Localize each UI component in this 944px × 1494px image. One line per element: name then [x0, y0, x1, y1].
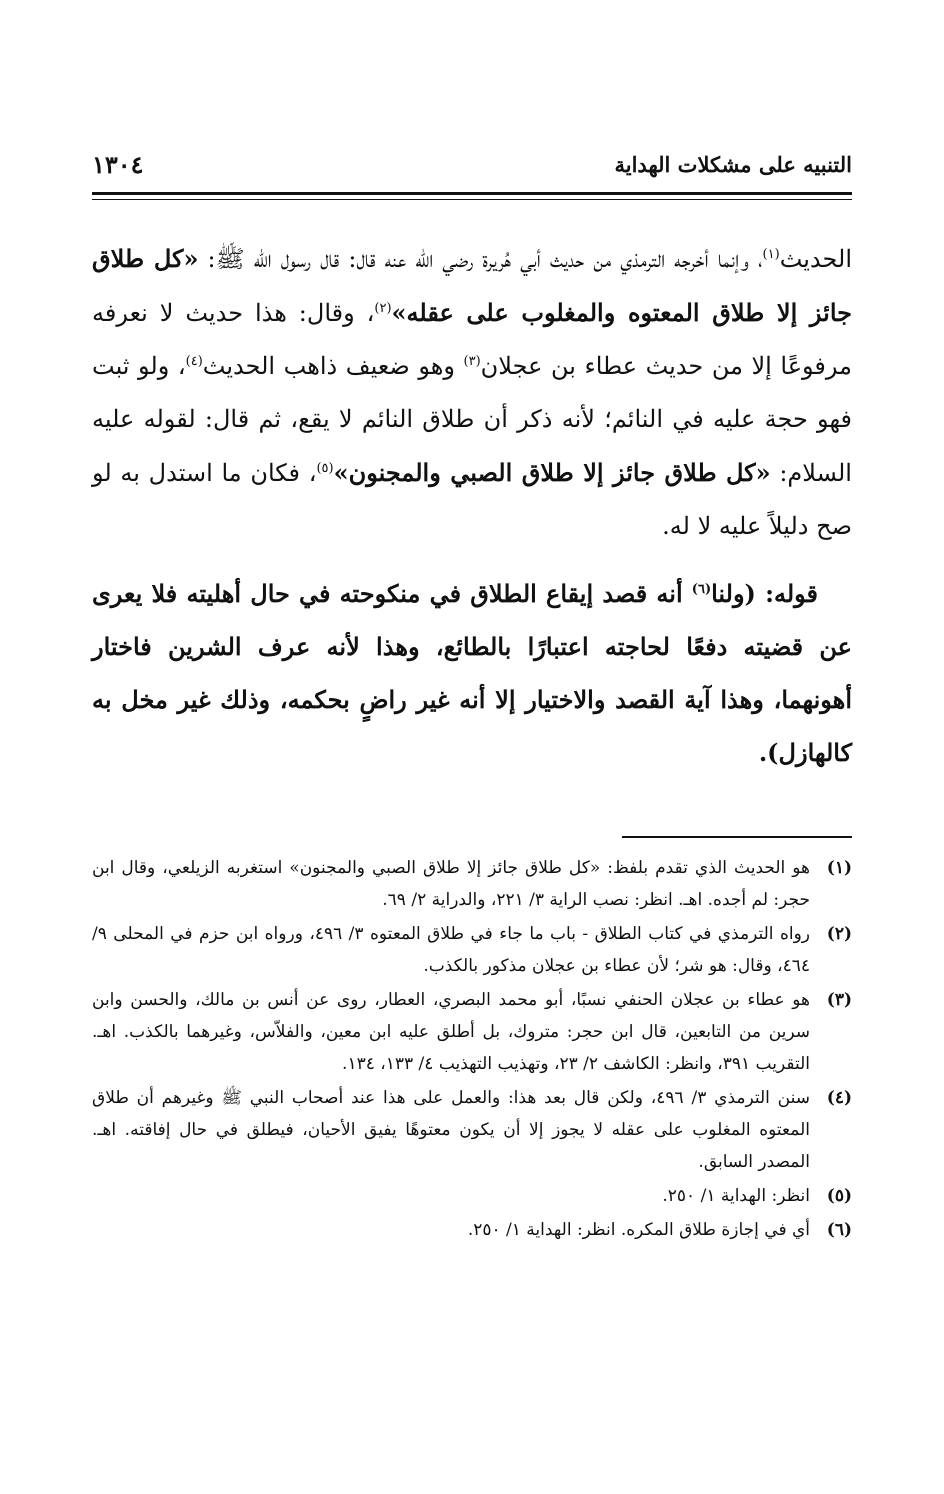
footnote — [92, 1180, 852, 1212]
footnote-marker: (٤) — [185, 354, 203, 369]
footnote-marker: (٦) — [691, 582, 712, 597]
footnote — [92, 984, 852, 1080]
running-header — [92, 150, 852, 186]
header-rule-thick — [92, 192, 852, 195]
footnote-text: هو عطاء بن عجلان الحنفي نسبًا، أبو محمد البصري، العطار، روى عن أنس بن مالك، والحسن وابن سرين من التابعين، قال ابن حجر: متروك، بل أطلق عليه ابن معين، والفلاّس، وغيرهما بالكذب. اهـ. التقريب ٣٩١، وانظر: الكاشف ٢/ ٢٣، وتهذيب التهذيب ٤/ ١٣٣، ١٣٤. — [92, 990, 810, 1074]
footnote-separator — [622, 836, 852, 838]
footnote-marker: (٥) — [316, 461, 334, 476]
footnote-text: أي في إجازة طلاق المكره. انظر: الهداية ١/ ٢٥٠. — [467, 1220, 810, 1240]
footnote — [92, 1082, 852, 1178]
footnote-number: (٤) — [826, 1088, 852, 1108]
footnote-text: سنن الترمذي ٣/ ٤٩٦، ولكن قال بعد هذا: والعمل على هذا عند أصحاب النبي ﷺ وغيرهم أن طلاق المعتوه المغلوب على عقله لا يجوز إلا أن يكون معتوهًا يفيق الأحيان، فيطلق في حال إفاقته. اهـ. المصدر السابق. — [92, 1088, 811, 1172]
footnote-marker: (١) — [762, 247, 780, 262]
footnote-number: (١) — [826, 858, 852, 878]
page-number: ١٣٠٤ — [92, 150, 144, 179]
footnote-marker: (٢) — [374, 301, 392, 316]
book-title: التنبيه على مشكلات الهداية — [614, 152, 852, 177]
footnote-number: (٥) — [826, 1186, 852, 1206]
hadith-quote: «كل طلاق جائز إلا طلاق الصبي والمجنون» — [333, 458, 771, 487]
footnote-text: انظر: الهداية ١/ ٢٥٠. — [662, 1186, 810, 1206]
footnote — [92, 1214, 852, 1246]
footnotes — [92, 852, 852, 1248]
hadith-quote: «كل طلاق جائز إلا طلاق المعتوه والمغلوب على عقله» — [92, 244, 852, 327]
footnote-text: رواه الترمذي في كتاب الطلاق - باب ما جاء في طلاق المعتوه ٣/ ٤٩٦، ورواه ابن حزم في المحلى ٩/ ٤٦٤، وقال: هو شر؛ لأن عطاء بن عجلان مذكور بالكذب. — [92, 924, 810, 976]
footnote-marker: (٣) — [463, 354, 481, 369]
footnote-number: (٦) — [826, 1220, 852, 1240]
paragraph-2: قوله: (ولنا$^{(٦)}$ أنه قصد إيقاع الطلاق في منكوحته في حال أهليته فلا يعرى عن قضيته دفعًا لحاجته اعتبارًا بالطائع، وهذا لأنه عرف الشرين فاختار أهونهما، وهذا آية القصد والاختيار إلا أنه غير راضٍ بحكمه، وذلك غير مخل به كالهازل). — [92, 579, 852, 767]
header-rule-thin — [92, 199, 852, 200]
footnote — [92, 852, 852, 916]
main-text — [92, 232, 852, 779]
paragraph-1: الحديث$^{(١)}$، وإنما أخرجه الترمذي من حديث أبي هُريرة رضي الله عنه قال: قال رسول الله ﷺ: «كل طلاق جائز إلا طلاق المعتوه والمغلوب على عقله»$^{(٢)}$، وقال: هذا حديث لا نعرفه مرفوعًا إلا من حديث عطاء بن عجلان$^{(٣)}$ وهو ضعيف ذاهب الحديث$^{(٤)}$، ولو ثبت فهو حجة عليه في النائم؛ لأنه ذكر أن طلاق النائم لا يقع، ثم قال: لقوله عليه السلام: «كل طلاق جائز إلا طلاق الصبي والمجنون»$^{(٥)}$، فكان ما استدل به لو صح دليلاً عليه لا له. — [92, 244, 853, 540]
footnote-number: (٣) — [826, 990, 852, 1010]
footnote — [92, 918, 852, 982]
footnote-text: هو الحديث الذي تقدم بلفظ: «كل طلاق جائز إلا طلاق الصبي والمجنون» استغربه الزيلعي، وقال ابن حجر: لم أجده. اهـ. انظر: نصب الراية ٣/ ٢٢١، والدراية ٢/ ٦٩. — [92, 858, 810, 910]
footnote-number: (٢) — [826, 924, 852, 944]
